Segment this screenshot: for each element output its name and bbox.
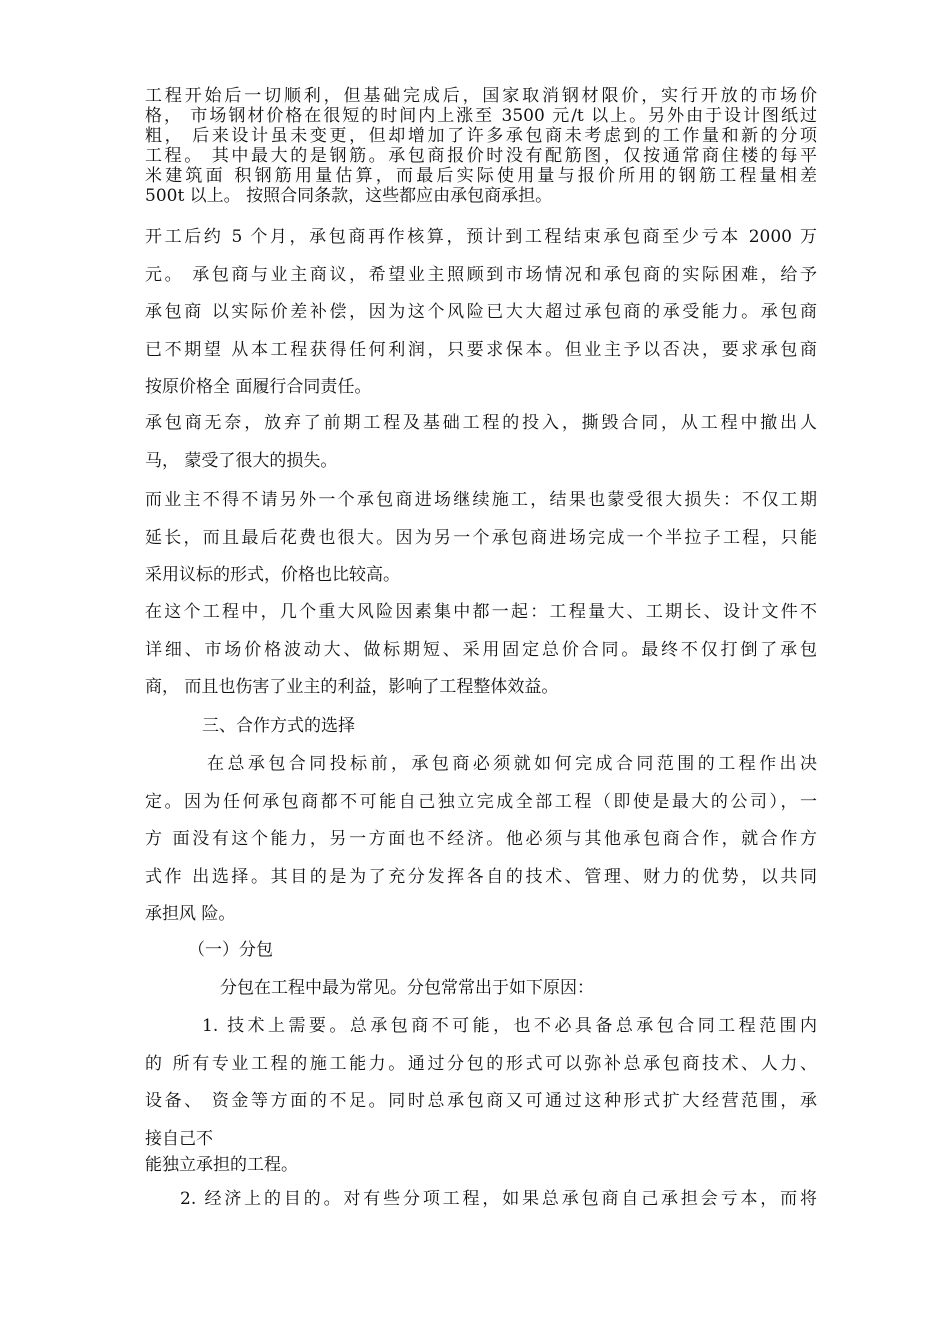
text-line: 接自己不 (145, 1128, 213, 1149)
case-paragraph-steel-price (145, 86, 817, 206)
text-line: 格， 市场钢材价格在很短的时间内上涨至 3500 元/t 以上。另外由于设计图纸过 (145, 106, 817, 126)
text-line: 工程开始后一切顺利，但基础完成后，国家取消钢材限价，实行开放的市场价 (145, 86, 817, 106)
text-line: 500t 以上。 按照合同条款，这些都应由承包商承担。 (145, 186, 553, 206)
case-paragraph-loss-estimate (145, 219, 817, 407)
text-line: 已不期望 从本工程获得任何利润，只要求保本。但业主予以否决，要求承包商 (145, 339, 817, 360)
text-line: 1. 技术上需要。总承包商不可能，也不必具备总承包合同工程范围内 (202, 1016, 817, 1036)
text-line: 方 面没有这个能力，另一方面也不经济。他必须与其他承包商合作，就合作方 (145, 829, 817, 849)
text-line: 开工后约 5 个月，承包商再作核算，预计到工程结束承包商至少亏本 2000 万 (145, 227, 817, 247)
text-line: 式作 出选择。其目的是为了充分发挥各自的技术、管理、财力的优势，以共同 (145, 866, 817, 887)
text-line: 马， 蒙受了很大的损失。 (145, 450, 338, 471)
text-line: 承担风 险。 (145, 904, 236, 924)
case-paragraph-contractor-exit (145, 405, 817, 480)
text-line: 采用议标的形式，价格也比较高。 (145, 565, 400, 585)
case-paragraph-risk-factors (145, 594, 817, 707)
text-line: 粗， 后来设计虽未变更，但却增加了许多承包商未考虑到的工作量和新的分项 (145, 126, 817, 146)
text-line: 定。因为任何承包商都不可能自己独立完成全部工程（即使是最大的公司），一 (145, 791, 817, 812)
text-line: 工程。 其中最大的是钢筋。承包商报价时没有配筋图，仅按通常商住楼的每平 (145, 146, 817, 166)
text-line: 在这个工程中，几个重大风险因素集中都一起：工程量大、工期长、设计文件不 (145, 602, 817, 622)
text-line: 而业主不得不请另外一个承包商进场继续施工，结果也蒙受很大损失：不仅工期 (145, 490, 817, 510)
paragraph-cooperation-intro (145, 746, 817, 934)
text-line: 分包在工程中最为常见。分包常常出于如下原因： (220, 978, 594, 998)
subheading-subcontract (188, 932, 273, 970)
text-line: 米建筑面 积钢筋用量估算，而最后实际使用量与报价所用的钢筋工程量相差 (145, 166, 817, 186)
list-item-continuation (145, 1155, 817, 1175)
text-line: 设备、 资金等方面的不足。同时总承包商又可通过这种形式扩大经营范围，承 (145, 1091, 817, 1111)
text-line: 按原价格全 面履行合同责任。 (145, 377, 372, 397)
text-line: 承包商 以实际价差补偿，因为这个风险已大大超过承包商的承受能力。承包商 (145, 302, 817, 322)
text-line: 详细、市场价格波动大、做标期短、采用固定总价合同。最终不仅打倒了承包 (145, 639, 817, 660)
section-heading-cooperation (202, 708, 355, 746)
text-line: 在总承包合同投标前，承包商必须就如何完成合同范围的工程作出决 (207, 754, 817, 774)
text-line: 能独立承担的工程。 (145, 1155, 298, 1175)
case-paragraph-owner-loss (145, 482, 817, 595)
text-line: 三、合作方式的选择 (202, 716, 355, 736)
list-item-technical-need (145, 1008, 817, 1158)
text-line: 商， 而且也伤害了业主的利益，影响了工程整体效益。 (145, 677, 559, 697)
paragraph-subcontract-reasons (220, 970, 594, 1008)
list-item-economic-purpose (145, 1181, 817, 1219)
text-line: 承包商无奈，放弃了前期工程及基础工程的投入，撕毁合同，从工程中撤出人 (145, 413, 817, 433)
text-line: 的 所有专业工程的施工能力。通过分包的形式可以弥补总承包商技术、人力、 (145, 1053, 817, 1074)
text-line: 元。 承包商与业主商议，希望业主照顾到市场情况和承包商的实际困难，给予 (145, 264, 817, 285)
text-line: 2. 经济上的目的。对有些分项工程，如果总承包商自己承担会亏本，而将 (180, 1189, 817, 1209)
text-line: 延长，而且最后花费也很大。因为另一个承包商进场完成一个半拉子工程，只能 (145, 527, 817, 548)
text-line: （一）分包 (188, 940, 273, 960)
